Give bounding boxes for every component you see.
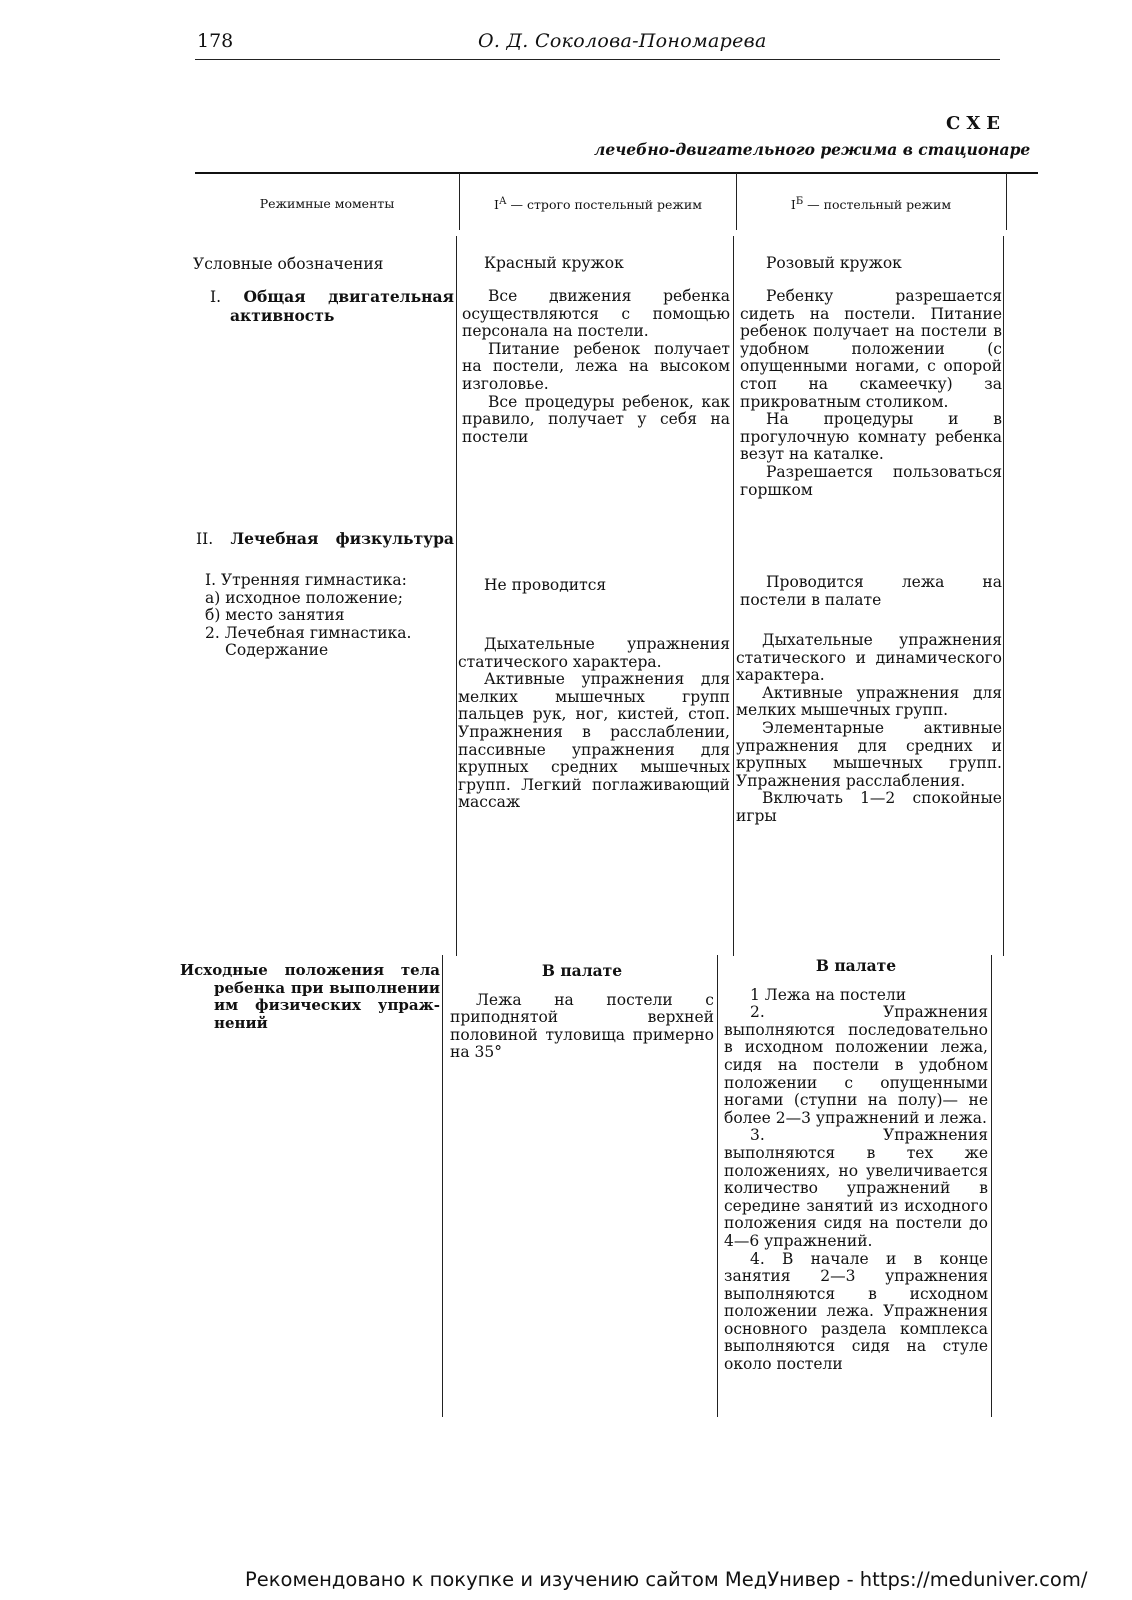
positions-strict-bed-cell <box>450 962 714 1062</box>
column-divider-2-lower <box>717 955 718 1417</box>
general-strict-p3: Все процедуры ребенок, как правило, получает у себя на постели <box>462 392 730 446</box>
column-divider-1 <box>456 236 457 956</box>
footer-link[interactable]: Рекомендовано к покупке и изучению сайтом МедУнивер - https://meduniver.com/ <box>245 1568 1088 1591</box>
therapy-strict-p1: Дыхательные упражнения статического характера. <box>458 635 730 671</box>
therapy-bed-p2: Активные упражнения для мелких мышечных групп. <box>736 683 1002 720</box>
general-bed-cell <box>740 288 1002 499</box>
general-bed-p3: Разрешается пользоваться горшком <box>740 462 1002 499</box>
strict-bed-sup: А <box>498 196 507 207</box>
positions-strict-head: В палате <box>541 961 623 980</box>
positions-bed-p1: 1 Лежа на постели <box>750 985 907 1004</box>
lfk-item-therapy-b: Содержание <box>225 641 329 660</box>
therapy-bed-p4: Включать 1—2 спокойные игры <box>736 789 1002 825</box>
general-strict-p2: Питание ребенок получает на постели, лежа на высоком изголовье. <box>462 339 730 393</box>
section-general-line1 <box>210 288 454 307</box>
table-top-rule <box>195 172 1038 174</box>
section-lfk-word1: Лечебная <box>230 529 319 548</box>
legend-label: Условные обозначения <box>193 255 384 273</box>
section-general-num: I. <box>210 288 222 306</box>
morning-strict-bed: Не проводится <box>484 576 607 594</box>
legend-strict-bed: Красный кружок <box>484 254 624 272</box>
lfk-items <box>205 572 455 660</box>
strict-bed-roman: I <box>494 197 499 213</box>
column-header-moments: Режимные моменты <box>259 196 395 211</box>
section-general-title <box>210 288 454 324</box>
column-divider-1-head <box>459 173 460 230</box>
therapy-bed-p1: Дыхательные упражнения статического и динамического характера. <box>736 631 1002 685</box>
therapy-strict-bed-cell <box>458 636 730 812</box>
general-bed-p2: На процедуры и в прогулочную комнату ребенка везут на каталке. <box>740 410 1002 464</box>
bed-roman: I <box>790 197 796 213</box>
section-general-word1: Общая <box>243 287 306 306</box>
schema-word: СХЕ <box>946 113 1007 134</box>
lfk-item-therapy: 2. Лечебная гимнастика. <box>205 623 412 642</box>
positions-label-line3: им физических упраж- <box>214 996 440 1015</box>
positions-bed-head: В палате <box>815 956 897 975</box>
column-header-strict-bed <box>462 196 734 212</box>
positions-bed-cell <box>724 957 988 1374</box>
bed-label: — постельный режим <box>807 197 952 213</box>
general-strict-bed-cell <box>462 288 730 446</box>
legend-bed: Розовый кружок <box>766 254 902 272</box>
section-lfk-title <box>196 530 454 549</box>
positions-label-line4: нений <box>214 1013 268 1032</box>
header-rule <box>195 59 1000 60</box>
column-divider-3-head <box>1006 173 1007 230</box>
general-bed-p1: Ребенку разрешается сидеть на постели. Питание ребенок получает на постели в удобном положении (с опущенными ногами, с опорой стоп на скамеечку) за прикроватным столиком. <box>740 287 1002 411</box>
therapy-bed-p3: Элементарные активные упражнения для средних и крупных мышечных групп. Упражнения расслабления. <box>736 718 1002 790</box>
positions-label-line2: ребенка при выполнении <box>214 978 440 997</box>
column-divider-2 <box>733 236 734 956</box>
therapy-strict-p2: Активные упражнения для мелких мышечных групп пальцев рук, ног, кистей, стоп. Упражнения в расслаблении, пассивные упражнения для крупных средних мышечных групп. Легкий поглаживающий массаж <box>458 670 730 812</box>
section-general-word2: двигательная <box>328 287 454 306</box>
column-divider-3-lower <box>991 955 992 1417</box>
section-lfk-num: II. <box>196 530 214 548</box>
column-divider-1-lower <box>442 955 443 1417</box>
bed-sup: Б <box>795 196 804 207</box>
lfk-item-morning: I. Утренняя гимнастика: <box>205 571 407 589</box>
general-strict-p1: Все движения ребенка осуществляются с помощью персонала на постели. <box>462 287 730 341</box>
positions-bed-p4: 4. В начале и в конце занятия 2—3 упражнения выполняются в исходном положении лежа. Упражнения основного раздела комплекса выполняются сидя на стуле около постели <box>724 1249 988 1374</box>
therapy-bed-cell <box>736 632 1002 826</box>
lfk-item-morning-b: б) место занятия <box>205 606 345 625</box>
schema-subtitle: лечебно-двигательного режима в стационаре <box>594 140 1031 159</box>
section-lfk-word2: физкультура <box>335 529 454 548</box>
column-header-bed <box>739 196 1003 212</box>
morning-bed <box>740 574 1002 609</box>
strict-bed-label: — строго постельный режим <box>510 197 702 213</box>
positions-strict-p1: Лежа на постели с приподнятой верхней половиной туловища примерно на 35° <box>450 990 714 1062</box>
positions-bed-p3: 3. Упражнения выполняются в тех же положениях, но увеличивается количество упражнений в середине занятий из исходного положения сидя на постели до 4—6 упражнений. <box>724 1126 988 1250</box>
morning-bed-text: Проводится лежа на постели в палате <box>740 573 1002 609</box>
page-number: 178 <box>197 30 234 52</box>
lfk-item-morning-a: а) исходное положение; <box>205 588 403 607</box>
positions-label <box>180 962 440 1032</box>
column-divider-3 <box>1003 236 1004 956</box>
positions-bed-p2: 2. Упражнения выполняются последовательно в исходном положении лежа, сидя на постели в удобном положении с опущенными ногами (ступни на полу)— не более 2—3 упражнений и лежа. <box>724 1003 988 1127</box>
running-title: О. Д. Соколова-Пономарева <box>478 30 767 52</box>
section-general-word3: активность <box>230 305 335 325</box>
positions-label-line1: Исходные положения тела <box>180 961 440 979</box>
column-divider-2-head <box>736 173 737 230</box>
